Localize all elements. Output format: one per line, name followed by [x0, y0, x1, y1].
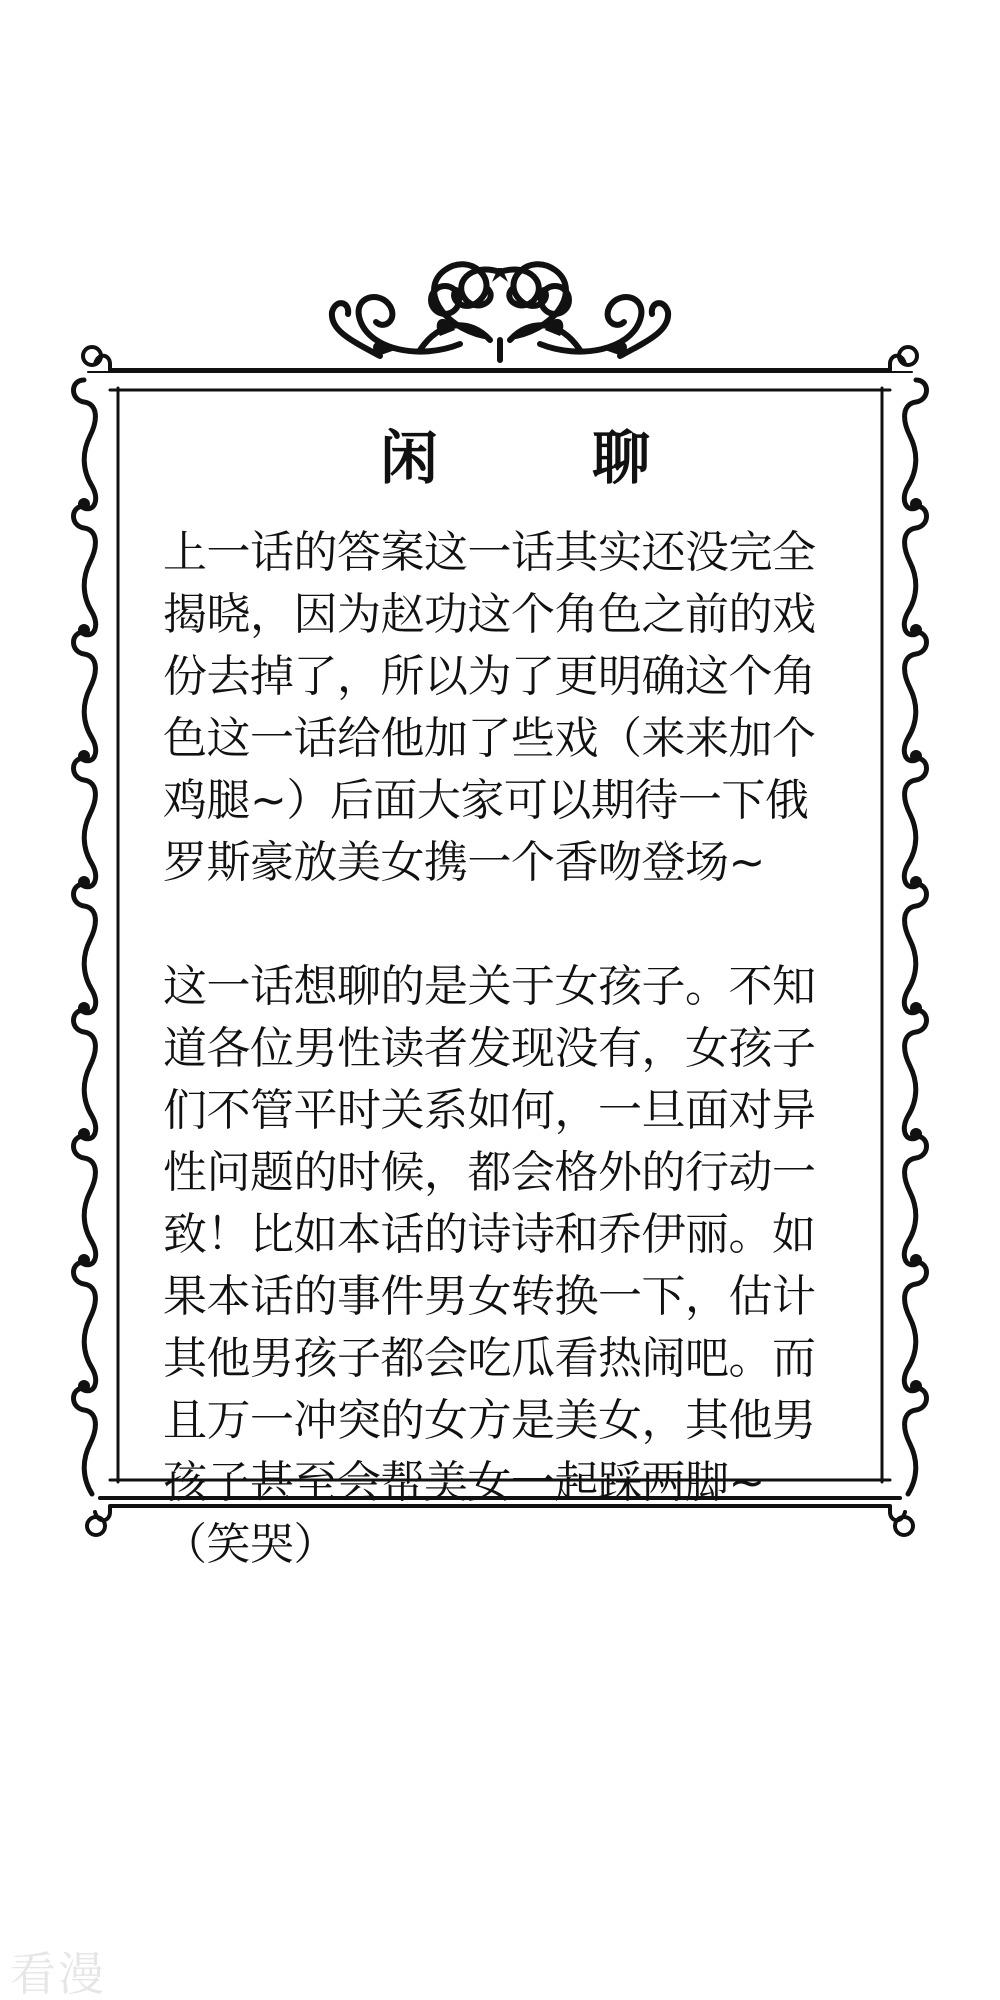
- paragraph-gap: [163, 894, 853, 956]
- text-line: 性问题的时候，都会格外的行动一: [163, 1147, 816, 1198]
- text-line: 罗斯豪放美女携一个香吻登场~: [163, 837, 765, 888]
- right-scroll-chain: [904, 380, 926, 1494]
- text-line: 鸡腿~）后面大家可以期待一下俄: [163, 775, 809, 826]
- title-char-1: 闲: [380, 424, 439, 492]
- text-line: 道各位男性读者发现没有，女孩子: [163, 1023, 816, 1074]
- text-line: 这一话想聊的是关于女孩子。不知: [163, 961, 816, 1012]
- text-line: 致！比如本话的诗诗和乔伊丽。如: [163, 1209, 816, 1260]
- title-char-2: 聊: [591, 424, 650, 492]
- paragraph-2: [163, 956, 853, 1576]
- card-title: [380, 418, 650, 498]
- text-line: 其他男孩子都会吃瓜看热闹吧。而: [163, 1333, 816, 1384]
- left-scroll-chain: [74, 380, 96, 1494]
- watermark-logo: 看漫: [10, 1947, 106, 2000]
- paragraph-1: [163, 522, 853, 894]
- text-line: 份去掉了，所以为了更明确这个角: [163, 651, 816, 702]
- card-body: [163, 522, 853, 1576]
- text-line: 且万一冲突的女方是美女，其他男: [163, 1395, 816, 1446]
- text-line: 果本话的事件男女转换一下，估计: [163, 1271, 816, 1322]
- text-line: （笑哭）: [163, 1519, 337, 1570]
- text-line: 揭晓，因为赵功这个角色之前的戏: [163, 589, 816, 640]
- text-line: 色这一话给他加了些戏（来来加个: [163, 713, 816, 764]
- text-line: 们不管平时关系如何，一旦面对异: [163, 1085, 816, 1136]
- text-line: 上一话的答案这一话其实还没完全: [163, 527, 816, 578]
- text-line: 孩子甚至会帮美女一起踩两脚~: [163, 1457, 765, 1508]
